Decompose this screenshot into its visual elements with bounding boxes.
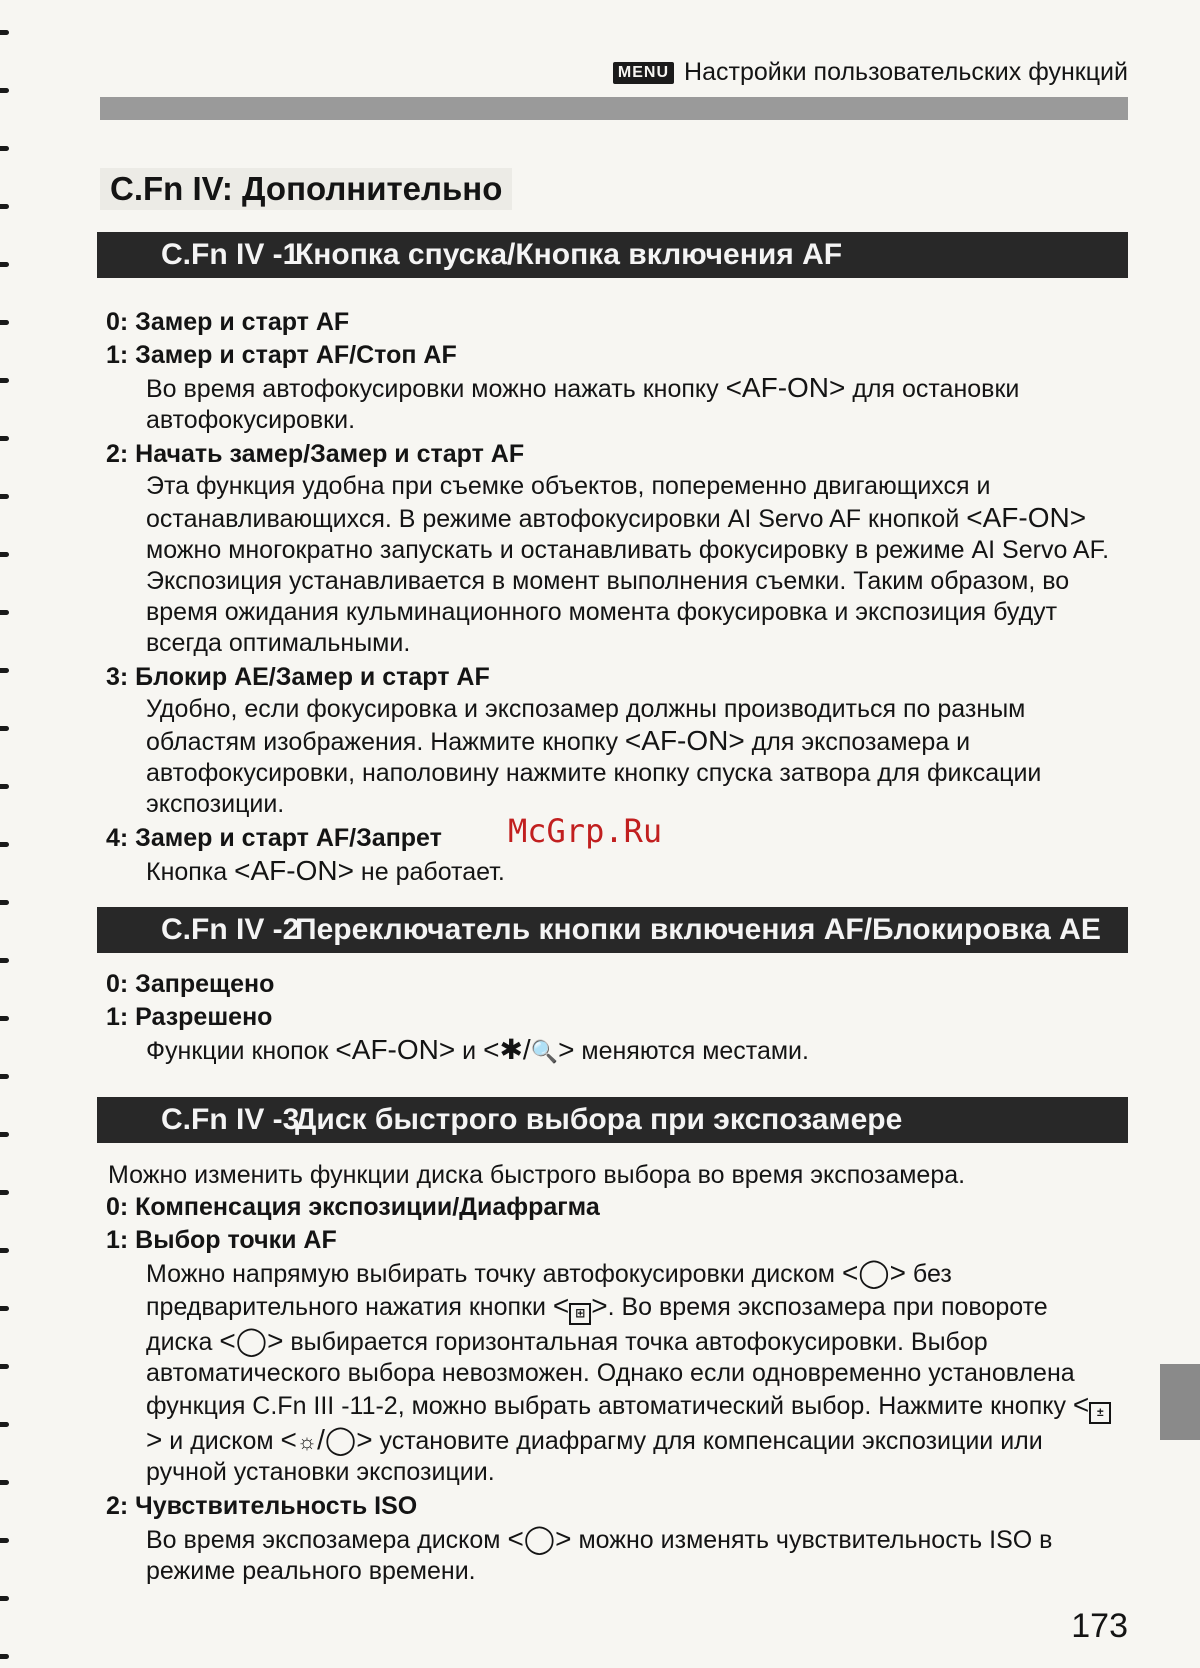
desc-text: для остановки автофокусировки.: [146, 375, 1020, 434]
bracket-close: >: [558, 1034, 575, 1065]
function-options-3: [106, 1160, 1116, 1589]
binding-mark: [0, 1422, 9, 1427]
desc-text: и диском: [162, 1427, 281, 1455]
header-title: Настройки пользовательских функций: [684, 58, 1128, 86]
option-label: 2: Начать замер/Замер и старт AF: [106, 440, 525, 468]
af-point-selection-icon: ⊞: [569, 1303, 591, 1325]
binding-mark: [0, 1016, 9, 1021]
desc-text: Функции кнопок: [146, 1037, 336, 1065]
option-description: [146, 471, 1116, 659]
bracket-open: <: [1072, 1389, 1090, 1420]
quick-control-dial-icon: <◯>: [507, 1523, 572, 1554]
quick-control-dial-icon: <◯>: [219, 1325, 284, 1356]
desc-text: и: [455, 1037, 484, 1065]
desc-text: Можно напрямую выбирать точку автофокусировки диском: [146, 1260, 842, 1288]
chapter-tab-marker: [1160, 1364, 1200, 1440]
function-name: Диск быстрого выбора при экспозамере: [295, 1103, 903, 1136]
bracket-open: <: [552, 1290, 570, 1321]
desc-text: Эта функция удобна при съемке объектов, попеременно двигающихся и останавливающихся. В режиме автофокусировки AI Servo AF кнопкой: [146, 472, 991, 533]
binding-mark: [0, 900, 9, 905]
running-header: [613, 58, 1128, 87]
binding-mark: [0, 1480, 9, 1485]
binding-mark: [0, 1248, 9, 1253]
function-name: Переключатель кнопки включения AF/Блокировка AE: [295, 913, 1101, 946]
binding-mark: [0, 1132, 9, 1137]
option-description: [146, 694, 1116, 820]
af-on-button-symbol: <AF-ON>: [234, 855, 354, 886]
function-options-1: [106, 306, 1116, 890]
quick-control-dial-icon: ◯: [324, 1424, 357, 1455]
option-label: 0: Замер и старт AF: [106, 308, 350, 336]
header-bar: [100, 97, 1128, 120]
slash: /: [317, 1424, 325, 1455]
option-label: 0: Компенсация экспозиции/Диафрагма: [106, 1193, 600, 1221]
binding-mark: [0, 88, 9, 93]
bracket-close: >: [591, 1290, 608, 1321]
binding-mark: [0, 320, 9, 325]
exposure-compensation-icon: ±: [1089, 1402, 1111, 1424]
desc-text: Кнопка: [146, 858, 235, 886]
binding-mark: [0, 30, 9, 35]
desc-text: Удобно, если фокусировка и экспозамер должны производиться по разным областям изображения. Нажмите кнопку: [146, 695, 1026, 756]
desc-text: выбирается горизонтальная точка автофокусировки. Выбор автоматического выбора невозможен. Однако если одновременно установлена функция C.Fn III -11-2, можно выбрать автоматический выбор. Нажмите кнопку: [146, 1328, 1075, 1420]
binding-mark: [0, 1538, 9, 1543]
binding-mark: [0, 436, 9, 441]
option-description: [146, 855, 1116, 888]
ae-lock-icon: <✱/: [483, 1034, 531, 1065]
option-label: 1: Замер и старт AF/Стоп AF: [106, 341, 457, 369]
desc-text: можно многократно запускать и останавливать фокусировку в режиме AI Servo AF. Экспозиция устанавливается в момент выполнения съемки. Таким образом, во время ожидания кульминационного момента фокусировка и экспозиция будут всегда оптимальными.: [146, 536, 1110, 657]
option-label: 2: Чувствительность ISO: [106, 1492, 418, 1520]
desc-text: Во время автофокусировки можно нажать кнопку: [146, 375, 726, 403]
binding-mark: [0, 668, 9, 673]
option-label: 1: Выбор точки AF: [106, 1226, 337, 1254]
page-number: 173: [1071, 1607, 1128, 1645]
quick-control-dial-icon: <◯>: [841, 1257, 906, 1288]
function-band-2: [97, 907, 1128, 953]
menu-icon: MENU: [613, 62, 674, 84]
desc-text: установите диафрагму для компенсации экспозиции или ручной установки экспозиции.: [146, 1427, 1043, 1486]
binding-mark: [0, 1190, 9, 1195]
af-on-button-symbol: <AF-ON>: [335, 1034, 456, 1065]
option-description: [146, 1257, 1116, 1488]
option-label: 3: Блокир AE/Замер и старт AF: [106, 663, 490, 691]
binding-mark: [0, 552, 9, 557]
option-label: 4: Замер и старт AF/Запрет: [106, 824, 442, 852]
function-name: Кнопка спуска/Кнопка включения AF: [295, 238, 843, 271]
main-dial-icon: ☼: [296, 1429, 318, 1454]
binding-mark: [0, 610, 9, 615]
bracket-close: >: [146, 1424, 163, 1455]
binding-mark: [0, 494, 9, 499]
option-label: 0: Запрещено: [106, 970, 275, 998]
binding-mark: [0, 726, 9, 731]
binding-mark: [0, 784, 9, 789]
function-code: C.Fn IV -1: [161, 238, 300, 271]
watermark: McGrp.Ru: [508, 812, 663, 850]
desc-text: для экспозамера и автофокусировки, наполовину нажмите кнопку спуска затвора для фиксации экспозиции.: [146, 728, 1042, 818]
binding-mark: [0, 146, 9, 151]
desc-text: Во время экспозамера диском: [146, 1526, 508, 1554]
magnify-icon: 🔍: [530, 1039, 559, 1064]
binding-mark: [0, 378, 9, 383]
binding-mark: [0, 1654, 9, 1659]
desc-text: меняются местами.: [574, 1037, 809, 1065]
option-description: [146, 1523, 1116, 1587]
binding-mark: [0, 204, 9, 209]
binding-mark: [0, 958, 9, 963]
binding-mark: [0, 1596, 9, 1601]
option-label: 1: Разрешено: [106, 1003, 273, 1031]
bracket-open: <: [280, 1424, 297, 1455]
af-on-button-symbol: <AF-ON>: [725, 372, 846, 403]
binding-mark: [0, 1306, 9, 1311]
function-code: C.Fn IV -2: [161, 913, 300, 946]
binding-mark: [0, 842, 9, 847]
bracket-close: >: [356, 1424, 373, 1455]
desc-text: без предварительного нажатия кнопки: [146, 1260, 952, 1321]
binding-mark: [0, 1074, 9, 1079]
binding-edge: [0, 0, 14, 1668]
function-code: C.Fn IV -3: [161, 1103, 300, 1136]
af-on-button-symbol: <AF-ON>: [624, 725, 745, 756]
binding-mark: [0, 1364, 9, 1369]
function-intro: Можно изменить функции диска быстрого выбора во время экспозамера.: [108, 1161, 966, 1189]
binding-mark: [0, 262, 9, 267]
function-band-3: [97, 1097, 1128, 1143]
function-options-2: [106, 968, 1116, 1069]
function-band-1: [97, 232, 1128, 278]
desc-text: . Во время экспозамера при повороте диска: [146, 1293, 1048, 1356]
af-on-button-symbol: <AF-ON>: [966, 502, 1087, 533]
desc-text: не работает.: [353, 858, 505, 886]
desc-text: можно изменять чувствительность ISO в режиме реального времени.: [146, 1526, 1053, 1585]
option-description: [146, 372, 1116, 436]
section-title: C.Fn IV: Дополнительно: [100, 168, 512, 210]
option-description: [146, 1034, 1116, 1067]
